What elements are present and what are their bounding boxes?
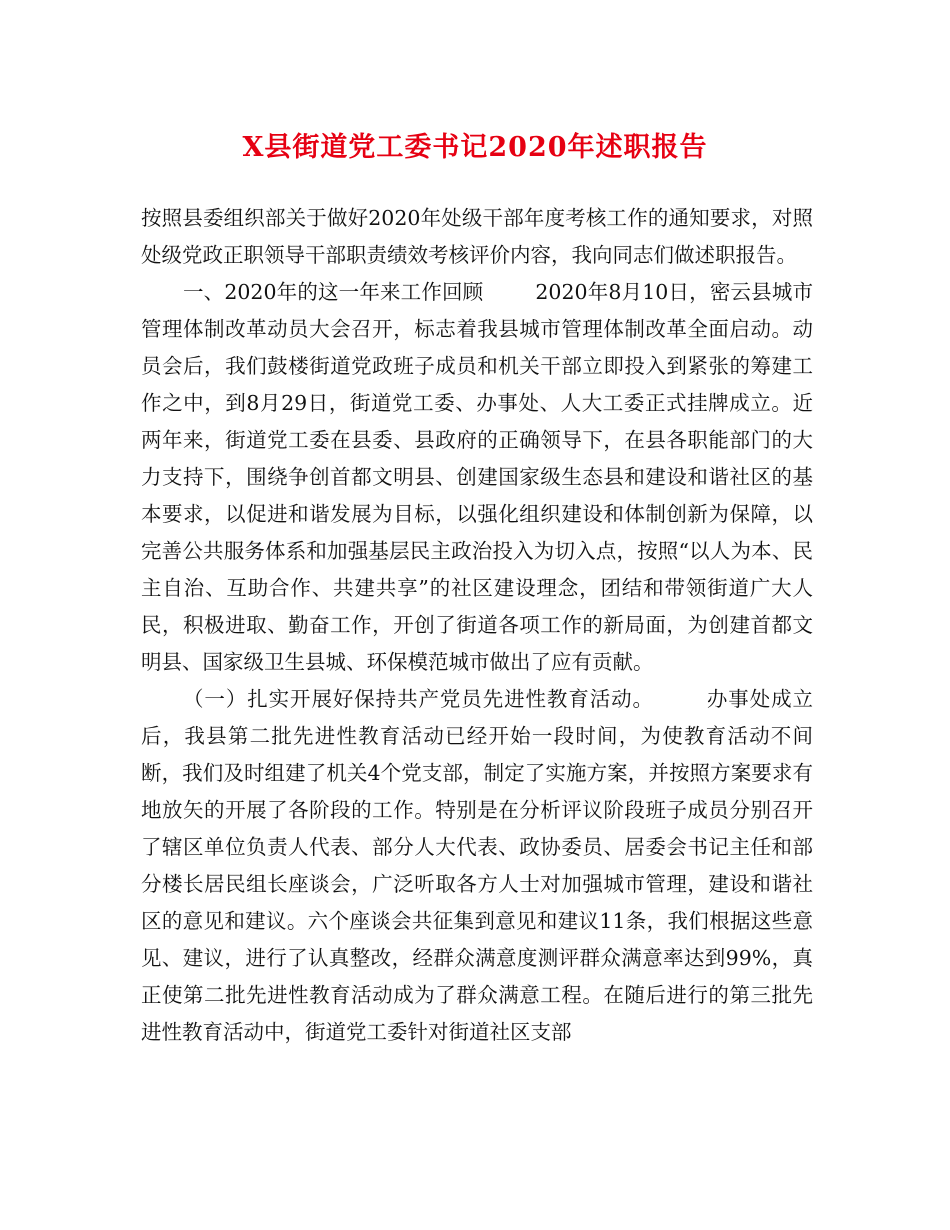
section-heading: 一、2020年的这一年来工作回顾 — [183, 280, 484, 304]
subsection-heading: （一）扎实开展好保持共产党员先进性教育活动。 — [183, 687, 654, 711]
paragraph-section-1 — [141, 274, 813, 681]
paragraph-intro — [141, 200, 813, 274]
paragraph-text: 按照县委组织部关于做好2020年处级干部年度考核工作的通知要求，对照处级党政正职领导干部职责绩效考核评价内容，我向同志们做述职报告。 — [141, 206, 813, 267]
paragraph-text: 2020年8月10日，密云县城市管理体制改革动员大会召开，标志着我县城市管理体制改革全面启动。动员会后，我们鼓楼街道党政班子成员和机关干部立即投入到紧张的筹建工作之中，到8月29日，街道党工委、办事处、人大工委正式挂牌成立。近两年来，街道党工委在县委、县政府的正确领导下，在县各职能部门的大力支持下，围绕争创首都文明县、创建国家级生态县和建设和谐社区的基本要求，以促进和谐发展为目标，以强化组织建设和体制创新为保障，以完善公共服务体系和加强基层民主政治投入为切入点，按照“以人为本、民主自治、互助合作、共建共享”的社区建设理念，团结和带领街道广大人民，积极进取、勤奋工作，开创了街道各项工作的新局面，为创建首都文明县、国家级卫生县城、环保模范城市做出了应有贡献。 — [141, 280, 813, 674]
document-body — [141, 200, 813, 1051]
paragraph-subsection-1 — [141, 681, 813, 1051]
paragraph-text: 办事处成立后，我县第二批先进性教育活动已经开始一段时间，为使教育活动不间断，我们及时组建了机关4个党支部，制定了实施方案，并按照方案要求有地放矢的开展了各阶段的工作。特别是在分析评议阶段班子成员分别召开了辖区单位负责人代表、部分人大代表、政协委员、居委会书记主任和部分楼长居民组长座谈会，广泛听取各方人士对加强城市管理，建设和谐社区的意见和建议。六个座谈会共征集到意见和建议11条，我们根据这些意见、建议，进行了认真整改，经群众满意度测评群众满意率达到99%，真正使第二批先进性教育活动成为了群众满意工程。在随后进行的第三批先进性教育活动中，街道党工委针对街道社区支部 — [141, 687, 814, 1044]
page-title: X县街道党工委书记2020年述职报告 — [242, 132, 708, 163]
